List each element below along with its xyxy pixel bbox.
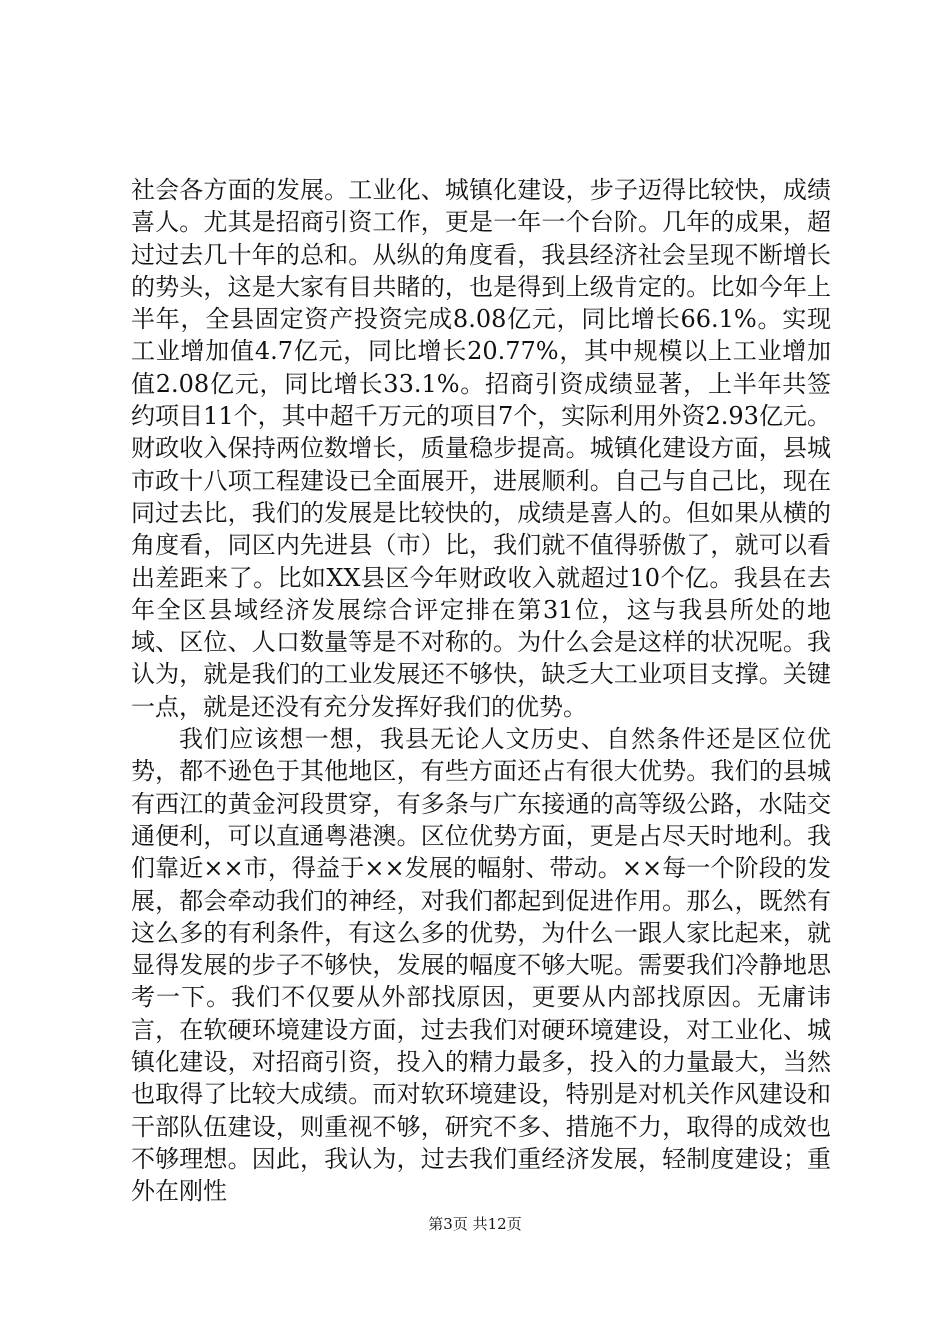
document-body: [131, 174, 831, 1208]
paragraph-1: 社会各方面的发展。工业化、城镇化建设，步子迈得比较快，成绩喜人。尤其是招商引资工作，更是一年一个台阶。几年的成果，超过过去几十年的总和。从纵的角度看，我县经济社会呈现不断增长的势头，这是大家有目共睹的，也是得到上级肯定的。比如今年上半年，全县固定资产投资完成8.08亿元，同比增长66.1%。实现工业增加值4.7亿元，同比增长20.77%，其中规模以上工业增加值2.08亿元，同比增长33.1%。招商引资成绩显著，上半年共签约项目11个，其中超千万元的项目7个，实际利用外资2.93亿元。财政收入保持两位数增长，质量稳步提高。城镇化建设方面，县城市政十八项工程建设已全面展开，进展顺利。自己与自己比，现在同过去比，我们的发展是比较快的，成绩是喜人的。但如果从横的角度看，同区内先进县（市）比，我们就不值得骄傲了，就可以看出差距来了。比如XX县区今年财政收入就超过10个亿。我县在去年全区县域经济发展综合评定排在第31位，这与我县所处的地域、区位、人口数量等是不对称的。为什么会是这样的状况呢。我认为，就是我们的工业发展还不够快，缺乏大工业项目支撑。关键一点，就是还没有充分发挥好我们的优势。: [131, 176, 831, 721]
page-number-footer: 第3页 共12页: [428, 1215, 522, 1233]
paragraph-2: 我们应该想一想，我县无论人文历史、自然条件还是区位优势，都不逊色于其他地区，有些方面还占有很大优势。我们的县城有西江的黄金河段贯穿，有多条与广东接通的高等级公路，水陆交通便利，可以直通粤港澳。区位优势方面，更是占尽天时地利。我们靠近××市，得益于××发展的幅射、带动。××每一个阶段的发展，都会牵动我们的神经，对我们都起到促进作用。那么，既然有这么多的有利条件，有这么多的优势，为什么一跟人家比起来，就显得发展的步子不够快，发展的幅度不够大呢。需要我们冷静地思考一下。我们不仅要从外部找原因，更要从内部找原因。无庸讳言，在软硬环境建设方面，过去我们对硬环境建设，对工业化、城镇化建设，对招商引资，投入的精力最多，投入的力量最大，当然也取得了比较大成绩。而对软环境建设，特别是对机关作风建设和干部队伍建设，则重视不够，研究不多、措施不力，取得的成效也不够理想。因此，我认为，过去我们重经济发展，轻制度建设；重外在刚性: [131, 725, 831, 1206]
